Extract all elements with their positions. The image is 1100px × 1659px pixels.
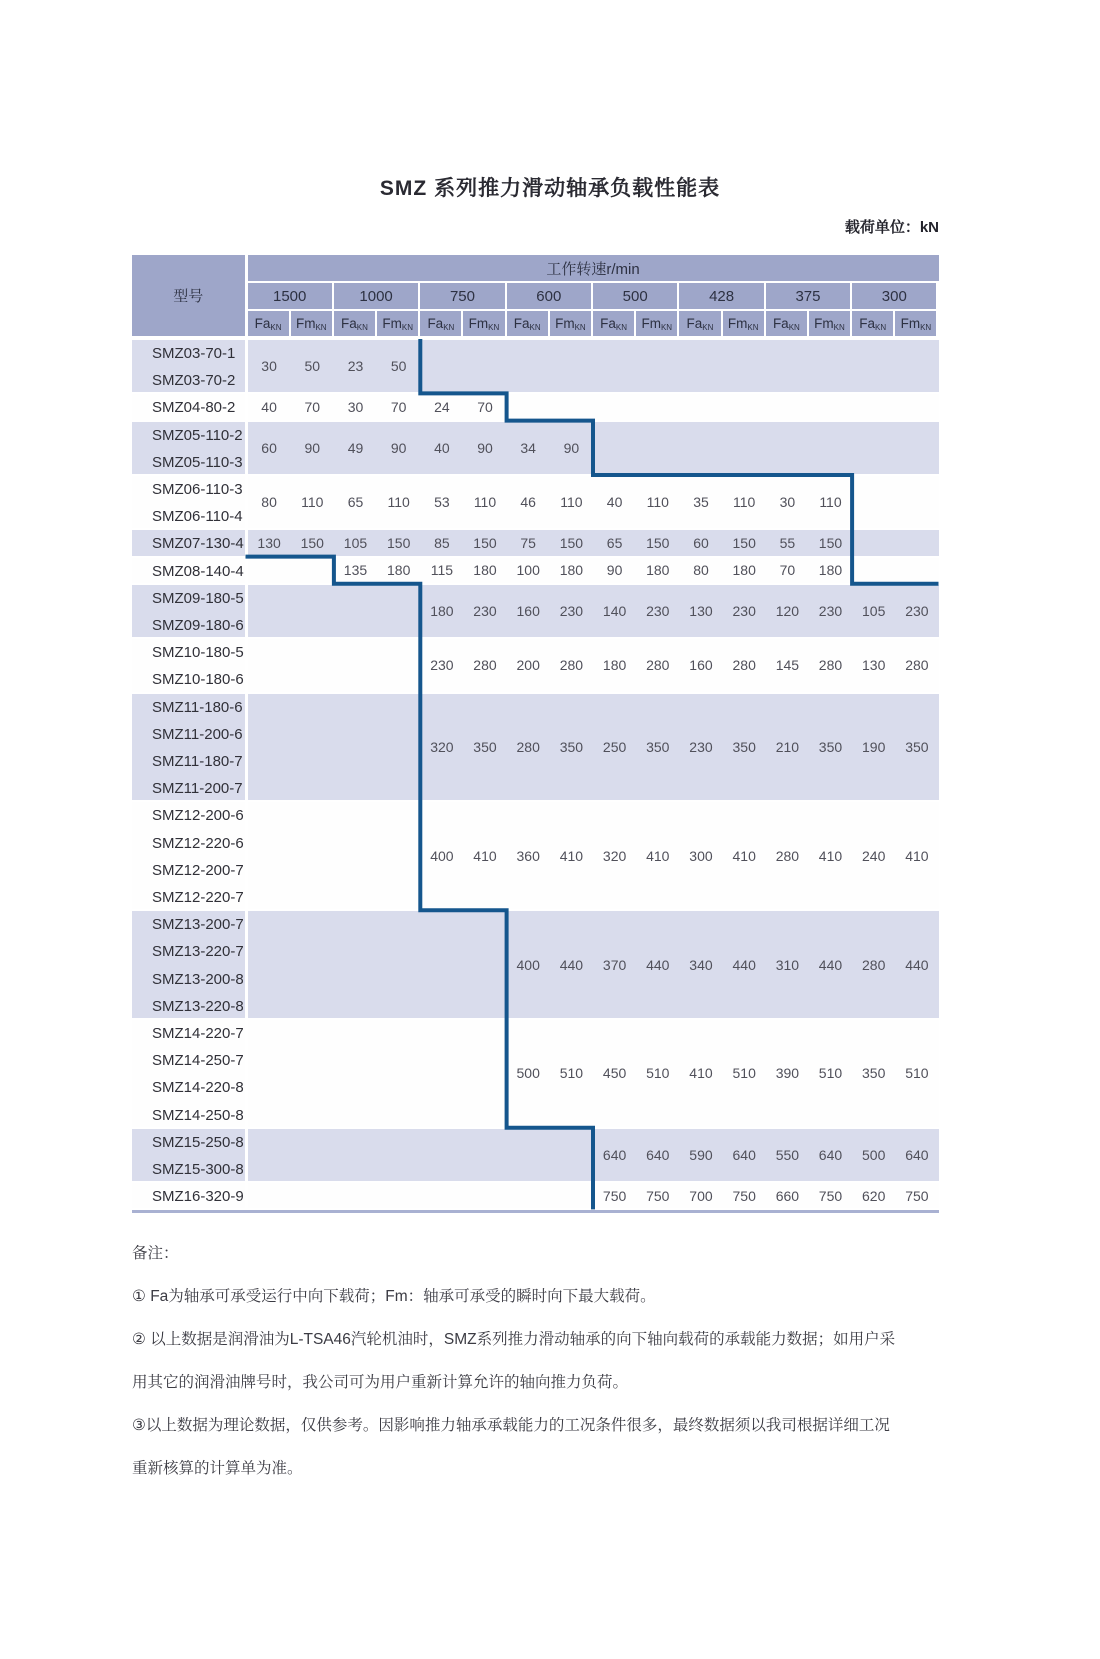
group-data-block	[248, 558, 939, 583]
fa-value-cell: 640	[602, 1146, 627, 1163]
fa-value-cell: 240	[862, 847, 886, 864]
fm-value-cell: 510	[732, 1065, 756, 1082]
fm-value-cell: 510	[905, 1065, 929, 1082]
fm-value-cell: 280	[818, 657, 843, 674]
group-data-block	[248, 394, 939, 419]
note-line: 重新核算的计算单为准。	[132, 1460, 303, 1477]
fa-header-cell: $Fa_{KN}$	[852, 311, 893, 336]
model-row-label: SMZ10-180-5	[152, 644, 244, 662]
speed-cell-600: 600	[507, 283, 591, 309]
fa-value-cell: 280	[516, 738, 540, 755]
fm-value-cell: 440	[732, 956, 756, 973]
fm-value-cell: 230	[818, 602, 843, 619]
model-row-label: SMZ11-180-6	[152, 698, 243, 716]
fm-header-cell: $Fm_{KN}$	[377, 311, 418, 336]
fm-value-cell: 90	[477, 439, 493, 456]
fa-value-cell: 130	[689, 602, 713, 619]
fm-value-cell: 280	[559, 657, 584, 674]
model-row-label: SMZ12-200-7	[152, 861, 244, 879]
model-row-label: SMZ03-70-2	[152, 372, 236, 390]
fa-value-cell: 65	[347, 494, 364, 511]
fa-value-cell: 55	[779, 534, 796, 551]
fm-header-cell: $Fm_{KN}$	[723, 311, 764, 336]
fa-value-cell: 105	[343, 534, 368, 551]
model-row-label: SMZ08-140-4	[152, 562, 244, 580]
fm-value-cell: 180	[473, 562, 497, 579]
fa-value-cell: 620	[862, 1187, 886, 1204]
group-model-block	[132, 585, 245, 637]
fm-value-cell: 110	[646, 494, 669, 511]
fm-value-cell: 640	[646, 1146, 670, 1163]
fa-value-cell: 400	[430, 847, 454, 864]
fm-value-cell: 350	[559, 738, 584, 755]
group-data-block	[248, 340, 939, 392]
group-model-block	[132, 1020, 245, 1127]
fa-value-cell: 590	[689, 1146, 713, 1163]
fm-value-cell: 280	[905, 657, 929, 674]
fa-value-cell: 49	[347, 439, 364, 456]
fm-header-cell: $Fm_{KN}$	[895, 311, 936, 336]
fm-value-cell: 110	[387, 494, 410, 511]
group-model-block	[132, 476, 245, 528]
fm-value-cell: 440	[559, 956, 584, 973]
fm-value-cell: 180	[387, 562, 411, 579]
fm-value-cell: 110	[301, 494, 324, 511]
fa-value-cell: 30	[347, 398, 364, 415]
fm-value-cell: 70	[477, 398, 493, 415]
fa-value-cell: 60	[261, 439, 277, 456]
fa-value-cell: 340	[689, 956, 713, 973]
fm-value-cell: 350	[818, 738, 843, 755]
fa-value-cell: 85	[434, 534, 450, 551]
fa-value-cell: 550	[775, 1146, 800, 1163]
fa-value-cell: 310	[775, 956, 800, 973]
model-row-label: SMZ11-180-7	[152, 753, 243, 771]
fa-value-cell: 360	[516, 847, 540, 864]
speed-cell-1500: 1500	[248, 283, 332, 309]
model-row-label: SMZ13-220-8	[152, 997, 244, 1015]
model-row-label: SMZ13-200-7	[152, 916, 244, 934]
model-row-label: SMZ05-110-3	[152, 453, 243, 471]
group-data-block	[248, 911, 939, 1018]
fm-value-cell: 410	[905, 847, 929, 864]
fm-value-cell: 70	[390, 398, 407, 415]
model-row-label: SMZ10-180-6	[152, 671, 244, 689]
fa-value-cell: 320	[430, 738, 454, 755]
model-row-label: SMZ16-320-9	[152, 1188, 244, 1206]
group-data-block	[248, 1129, 939, 1181]
speed-cell-375: 375	[766, 283, 850, 309]
group-data-block	[248, 639, 939, 691]
fa-value-cell: 130	[257, 534, 281, 551]
group-model-block	[132, 394, 245, 419]
fa-value-cell: 450	[602, 1065, 627, 1082]
group-model-block	[132, 530, 245, 555]
fa-value-cell: 250	[602, 738, 627, 755]
model-row-label: SMZ13-220-7	[152, 943, 244, 961]
model-row-label: SMZ14-250-7	[152, 1052, 244, 1070]
note-line: ① Fa为轴承可承受运行中向下载荷；Fm：轴承可承受的瞬时向下最大载荷。	[132, 1288, 656, 1305]
fm-header-cell: $Fm_{KN}$	[550, 311, 591, 336]
model-row-label: SMZ12-220-6	[152, 834, 244, 852]
group-model-block	[132, 340, 245, 392]
fm-value-cell: 230	[905, 602, 929, 619]
group-data-block	[248, 802, 939, 909]
fm-value-cell: 440	[646, 956, 670, 973]
fa-value-cell: 145	[775, 657, 800, 674]
group-model-block	[132, 558, 245, 583]
group-data-block	[248, 476, 939, 528]
model-row-label: SMZ13-200-8	[152, 970, 244, 988]
fa-value-cell: 210	[775, 738, 800, 755]
speed-cell-300: 300	[852, 283, 936, 309]
model-row-label: SMZ06-110-4	[152, 508, 243, 526]
fm-value-cell: 750	[646, 1187, 670, 1204]
fm-value-cell: 510	[559, 1065, 584, 1082]
model-row-label: SMZ03-70-1	[152, 345, 236, 363]
fm-value-cell: 640	[905, 1146, 929, 1163]
model-row-label: SMZ14-220-7	[152, 1025, 244, 1043]
model-row-label: SMZ09-180-6	[152, 617, 244, 635]
fm-value-cell: 150	[300, 534, 324, 551]
fm-value-cell: 640	[732, 1146, 756, 1163]
fm-value-cell: 110	[560, 494, 583, 511]
fm-header-cell: $Fm_{KN}$	[636, 311, 677, 336]
model-row-label: SMZ12-220-7	[152, 889, 244, 907]
fa-value-cell: 320	[602, 847, 627, 864]
fa-value-cell: 370	[602, 956, 627, 973]
fa-header-cell: $Fa_{KN}$	[420, 311, 461, 336]
unit-label: 载荷单位：kN	[844, 219, 939, 236]
model-row-label: SMZ14-220-8	[152, 1079, 244, 1097]
fm-value-cell: 70	[304, 398, 321, 415]
fm-value-cell: 350	[905, 738, 929, 755]
fa-header-cell: $Fa_{KN}$	[507, 311, 548, 336]
note-line: ② 以上数据是润滑油为L-TSA46汽轮机油时，SMZ系列推力滑动轴承的向下轴向载荷的承载能力数据；如用户采	[132, 1331, 896, 1348]
fa-value-cell: 46	[520, 494, 536, 511]
fa-value-cell: 35	[693, 494, 709, 511]
fa-value-cell: 400	[516, 956, 540, 973]
fa-value-cell: 135	[343, 562, 368, 579]
fm-value-cell: 180	[646, 562, 670, 579]
fm-value-cell: 410	[559, 847, 584, 864]
fa-header-cell: $Fa_{KN}$	[248, 311, 289, 336]
fa-value-cell: 40	[434, 439, 450, 456]
fm-value-cell: 350	[732, 738, 756, 755]
fm-value-cell: 180	[732, 562, 756, 579]
note-line: 用其它的润滑油牌号时，我公司可为用户重新计算允许的轴向推力负荷。	[132, 1374, 629, 1391]
fa-value-cell: 53	[434, 494, 450, 511]
model-row-label: SMZ15-250-8	[152, 1133, 244, 1151]
model-column-header: 型号	[132, 255, 245, 336]
fm-value-cell: 410	[646, 847, 670, 864]
fa-value-cell: 90	[606, 562, 623, 579]
model-row-label: SMZ07-130-4	[152, 535, 244, 553]
fa-value-cell: 390	[775, 1065, 800, 1082]
fa-value-cell: 80	[261, 494, 277, 511]
fm-value-cell: 110	[473, 494, 497, 511]
note-line: ③以上数据为理论数据，仅供参考。因影响推力轴承承载能力的工况条件很多，最终数据须以我司根据详细工况	[132, 1417, 890, 1434]
table-bottom-border	[132, 1210, 939, 1213]
fa-value-cell: 280	[862, 956, 886, 973]
group-model-block	[132, 911, 245, 1018]
speed-cell-1000: 1000	[334, 283, 418, 309]
model-row-label: SMZ04-80-2	[152, 399, 236, 417]
fm-value-cell: 90	[304, 439, 321, 456]
group-model-block	[132, 422, 245, 474]
fa-value-cell: 300	[689, 847, 713, 864]
fm-value-cell: 50	[304, 358, 321, 375]
fm-header-cell: $Fm_{KN}$	[463, 311, 504, 336]
fa-header-cell: $Fa_{KN}$	[334, 311, 375, 336]
fm-value-cell: 110	[819, 494, 842, 511]
fa-value-cell: 190	[862, 738, 886, 755]
fa-value-cell: 750	[602, 1187, 627, 1204]
fa-value-cell: 660	[775, 1187, 800, 1204]
group-data-block	[248, 1183, 939, 1208]
fm-value-cell: 150	[818, 534, 843, 551]
model-row-label: SMZ05-110-2	[152, 426, 243, 444]
fa-value-cell: 40	[606, 494, 623, 511]
page-title: SMZ 系列推力滑动轴承负载性能表	[379, 177, 721, 200]
fm-value-cell: 510	[646, 1065, 670, 1082]
fa-value-cell: 100	[516, 562, 540, 579]
fa-value-cell: 75	[520, 534, 536, 551]
fm-value-cell: 180	[818, 562, 843, 579]
fa-value-cell: 24	[434, 398, 450, 415]
fm-value-cell: 150	[387, 534, 411, 551]
fa-value-cell: 60	[693, 534, 709, 551]
group-model-block	[132, 639, 245, 691]
fa-header-cell: $Fa_{KN}$	[766, 311, 807, 336]
fm-header-cell: $Fm_{KN}$	[809, 311, 850, 336]
fa-value-cell: 140	[602, 602, 627, 619]
fm-value-cell: 50	[390, 358, 407, 375]
fa-value-cell: 500	[862, 1146, 886, 1163]
fm-value-cell: 150	[646, 534, 670, 551]
notes-block	[132, 1232, 952, 1490]
fa-header-cell: $Fa_{KN}$	[593, 311, 634, 336]
fm-value-cell: 230	[646, 602, 670, 619]
group-data-block	[248, 1020, 939, 1127]
fm-value-cell: 410	[732, 847, 756, 864]
fm-value-cell: 150	[473, 534, 497, 551]
fa-value-cell: 23	[347, 358, 364, 375]
fm-value-cell: 230	[559, 602, 584, 619]
fa-value-cell: 500	[516, 1065, 540, 1082]
fm-value-cell: 440	[818, 956, 843, 973]
fa-value-cell: 80	[693, 562, 709, 579]
notes-label: 备注：	[132, 1245, 179, 1262]
fm-value-cell: 150	[559, 534, 584, 551]
fm-value-cell: 150	[732, 534, 756, 551]
speed-row-header: 工作转速r/min	[248, 255, 939, 281]
group-model-block	[132, 1183, 245, 1208]
group-model-block	[132, 1129, 245, 1181]
model-row-label: SMZ12-200-6	[152, 807, 244, 825]
fm-value-cell: 410	[473, 847, 497, 864]
fm-value-cell: 110	[733, 494, 756, 511]
model-row-label: SMZ11-200-6	[152, 725, 243, 743]
fm-value-cell: 750	[732, 1187, 756, 1204]
fa-value-cell: 70	[779, 562, 796, 579]
fa-value-cell: 180	[602, 657, 627, 674]
fa-value-cell: 30	[261, 358, 277, 375]
fa-value-cell: 130	[862, 657, 886, 674]
fm-value-cell: 510	[818, 1065, 843, 1082]
group-model-block	[132, 694, 245, 801]
fa-value-cell: 230	[430, 657, 454, 674]
model-row-label: SMZ06-110-3	[152, 481, 243, 499]
fm-value-cell: 280	[473, 657, 497, 674]
model-row-label: SMZ15-300-8	[152, 1161, 244, 1179]
fm-value-cell: 280	[646, 657, 670, 674]
model-row-label: SMZ09-180-5	[152, 589, 244, 607]
fa-value-cell: 160	[516, 602, 540, 619]
fm-value-cell: 180	[559, 562, 584, 579]
fa-value-cell: 180	[430, 602, 454, 619]
fm-value-cell: 640	[818, 1146, 843, 1163]
fm-header-cell: $Fm_{KN}$	[291, 311, 332, 336]
fm-value-cell: 90	[563, 439, 580, 456]
fa-value-cell: 160	[689, 657, 713, 674]
fm-value-cell: 280	[732, 657, 756, 674]
model-row-label: SMZ11-200-7	[152, 780, 243, 798]
fa-value-cell: 40	[261, 398, 277, 415]
model-row-label: SMZ14-250-8	[152, 1106, 244, 1124]
fm-value-cell: 750	[818, 1187, 843, 1204]
group-data-block	[248, 530, 939, 555]
fm-value-cell: 750	[905, 1187, 929, 1204]
fa-value-cell: 230	[689, 738, 713, 755]
fm-value-cell: 230	[732, 602, 756, 619]
fa-header-cell: $Fa_{KN}$	[679, 311, 720, 336]
fa-value-cell: 280	[775, 847, 800, 864]
speed-cell-500: 500	[593, 283, 677, 309]
fm-value-cell: 410	[818, 847, 843, 864]
fa-value-cell: 410	[689, 1065, 713, 1082]
fa-value-cell: 700	[689, 1187, 713, 1204]
group-data-block	[248, 422, 939, 474]
fa-value-cell: 115	[430, 562, 454, 579]
fa-value-cell: 120	[775, 602, 800, 619]
fm-value-cell: 350	[473, 738, 497, 755]
fa-value-cell: 105	[862, 602, 886, 619]
group-model-block	[132, 802, 245, 909]
fm-value-cell: 230	[473, 602, 497, 619]
fm-value-cell: 440	[905, 956, 929, 973]
fa-value-cell: 65	[606, 534, 623, 551]
speed-cell-750: 750	[420, 283, 504, 309]
fm-value-cell: 350	[646, 738, 670, 755]
fm-value-cell: 90	[390, 439, 407, 456]
fa-value-cell: 30	[779, 494, 796, 511]
group-data-block	[248, 694, 939, 801]
fa-value-cell: 200	[516, 657, 540, 674]
group-data-block	[248, 585, 939, 637]
fa-value-cell: 34	[520, 439, 536, 456]
fa-value-cell: 350	[862, 1065, 886, 1082]
speed-cell-428: 428	[679, 283, 763, 309]
